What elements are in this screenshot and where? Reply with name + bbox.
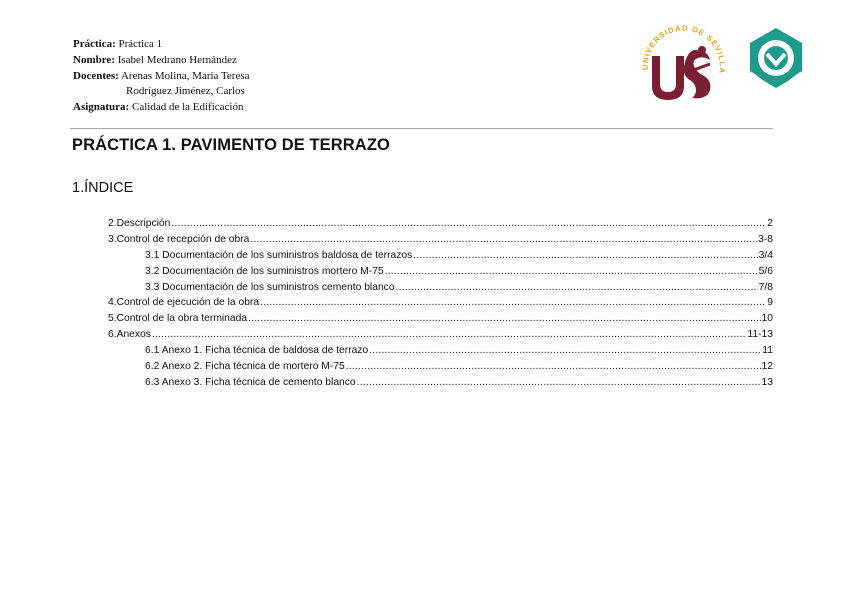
- table-of-contents: [108, 216, 773, 391]
- toc-entry-page: 11: [762, 345, 773, 357]
- figure-head: [698, 46, 706, 54]
- university-ring-text: UNIVERSIDAD DE SEVILLA: [640, 23, 727, 75]
- toc-entry-label: 3.3 Documentación de los suministros cemento blanco: [145, 281, 395, 293]
- toc-entry-label: 2.Descripción: [108, 218, 171, 229]
- toc-leader-dots: [260, 295, 766, 311]
- logos: [640, 20, 812, 104]
- toc-entry[interactable]: [108, 216, 773, 232]
- toc-leader-dots: [250, 232, 757, 248]
- asignatura-label: Asignatura:: [73, 101, 130, 114]
- toc-entry-page: 3-8: [758, 233, 773, 245]
- header-info: [73, 37, 250, 116]
- toc-leader-dots: [171, 216, 766, 232]
- asignatura-row: [73, 100, 250, 116]
- toc-leader-dots: [248, 311, 760, 327]
- docentes-label: Docentes:: [73, 69, 119, 82]
- nombre-label: Nombre:: [73, 53, 115, 66]
- toc-entry-page: 2: [767, 218, 773, 229]
- docente-1: Arenas Molina, María Teresa: [120, 69, 250, 82]
- toc-entry-label: 6.Anexos: [108, 329, 151, 341]
- toc-entry-label: 5.Control de la obra terminada: [108, 313, 248, 325]
- toc-entry-page: 3/4: [758, 249, 773, 261]
- docentes-row-2: [73, 84, 250, 100]
- toc-entry-label: 3.Control de recepción de obra: [108, 233, 250, 245]
- toc-entry[interactable]: [108, 375, 773, 391]
- asignatura-value: Calidad de la Edificación: [131, 101, 244, 114]
- toc-entry-page: 5/6: [758, 265, 773, 277]
- toc-leader-dots: [369, 343, 761, 359]
- toc-leader-dots: [385, 264, 758, 280]
- teal-emblem-logo: [750, 28, 802, 88]
- toc-entry-label: 4.Control de ejecución de la obra: [108, 297, 260, 309]
- toc-leader-dots: [152, 327, 746, 343]
- toc-leader-dots: [396, 280, 758, 296]
- toc-entry[interactable]: [108, 248, 773, 264]
- toc-leader-dots: [357, 375, 761, 391]
- toc-entry-page: 13: [761, 376, 773, 388]
- toc-entry[interactable]: [108, 232, 773, 248]
- toc-entry-label: 3.1 Documentación de los suministros baldosa de terrazos: [145, 249, 413, 261]
- page-title: PRÁCTICA 1. PAVIMENTO DE TERRAZO: [72, 136, 390, 154]
- toc-entry-label: 6.3 Anexo 3. Ficha técnica de cemento blanco: [145, 376, 356, 388]
- practica-label: Práctica:: [73, 38, 116, 50]
- s-figure: [684, 50, 711, 98]
- toc-entry-label: 3.2 Documentación de los suministros mortero M-75: [145, 265, 384, 277]
- docentes-row: [73, 69, 250, 85]
- toc-entry-page: 12: [761, 361, 773, 373]
- toc-entry[interactable]: [108, 359, 773, 375]
- toc-entry-page: 10: [761, 313, 773, 325]
- toc-leader-dots: [346, 359, 761, 375]
- toc-entry-page: 9: [767, 297, 773, 309]
- toc-entry-page: 7/8: [758, 281, 773, 293]
- university-of-sevilla-logo: [641, 24, 727, 100]
- nombre-row: [73, 53, 250, 69]
- logos-svg: [640, 20, 812, 104]
- toc-entry[interactable]: [108, 327, 773, 343]
- practica-value: Práctica 1: [118, 38, 163, 50]
- header-divider: [70, 128, 773, 129]
- toc-entry[interactable]: [108, 311, 773, 327]
- nombre-value: Isabel Medrano Hernández: [117, 53, 237, 66]
- toc-leader-dots: [413, 248, 757, 264]
- toc-entry-label: 6.2 Anexo 2. Ficha técnica de mortero M-75: [145, 361, 345, 373]
- docente-2: Rodríguez Jiménez, Carlos: [126, 85, 245, 98]
- toc-entry-page: 11-13: [747, 329, 773, 341]
- section-heading: 1.ÍNDICE: [72, 180, 134, 196]
- practica-row: [73, 37, 250, 53]
- toc-entry-label: 6.1 Anexo 1. Ficha técnica de baldosa de terrazo: [145, 345, 369, 357]
- toc-entry[interactable]: [108, 343, 773, 359]
- toc-entry[interactable]: [108, 264, 773, 280]
- toc-entry[interactable]: [108, 280, 773, 296]
- u-letter: [652, 56, 684, 100]
- toc-entry[interactable]: [108, 295, 773, 311]
